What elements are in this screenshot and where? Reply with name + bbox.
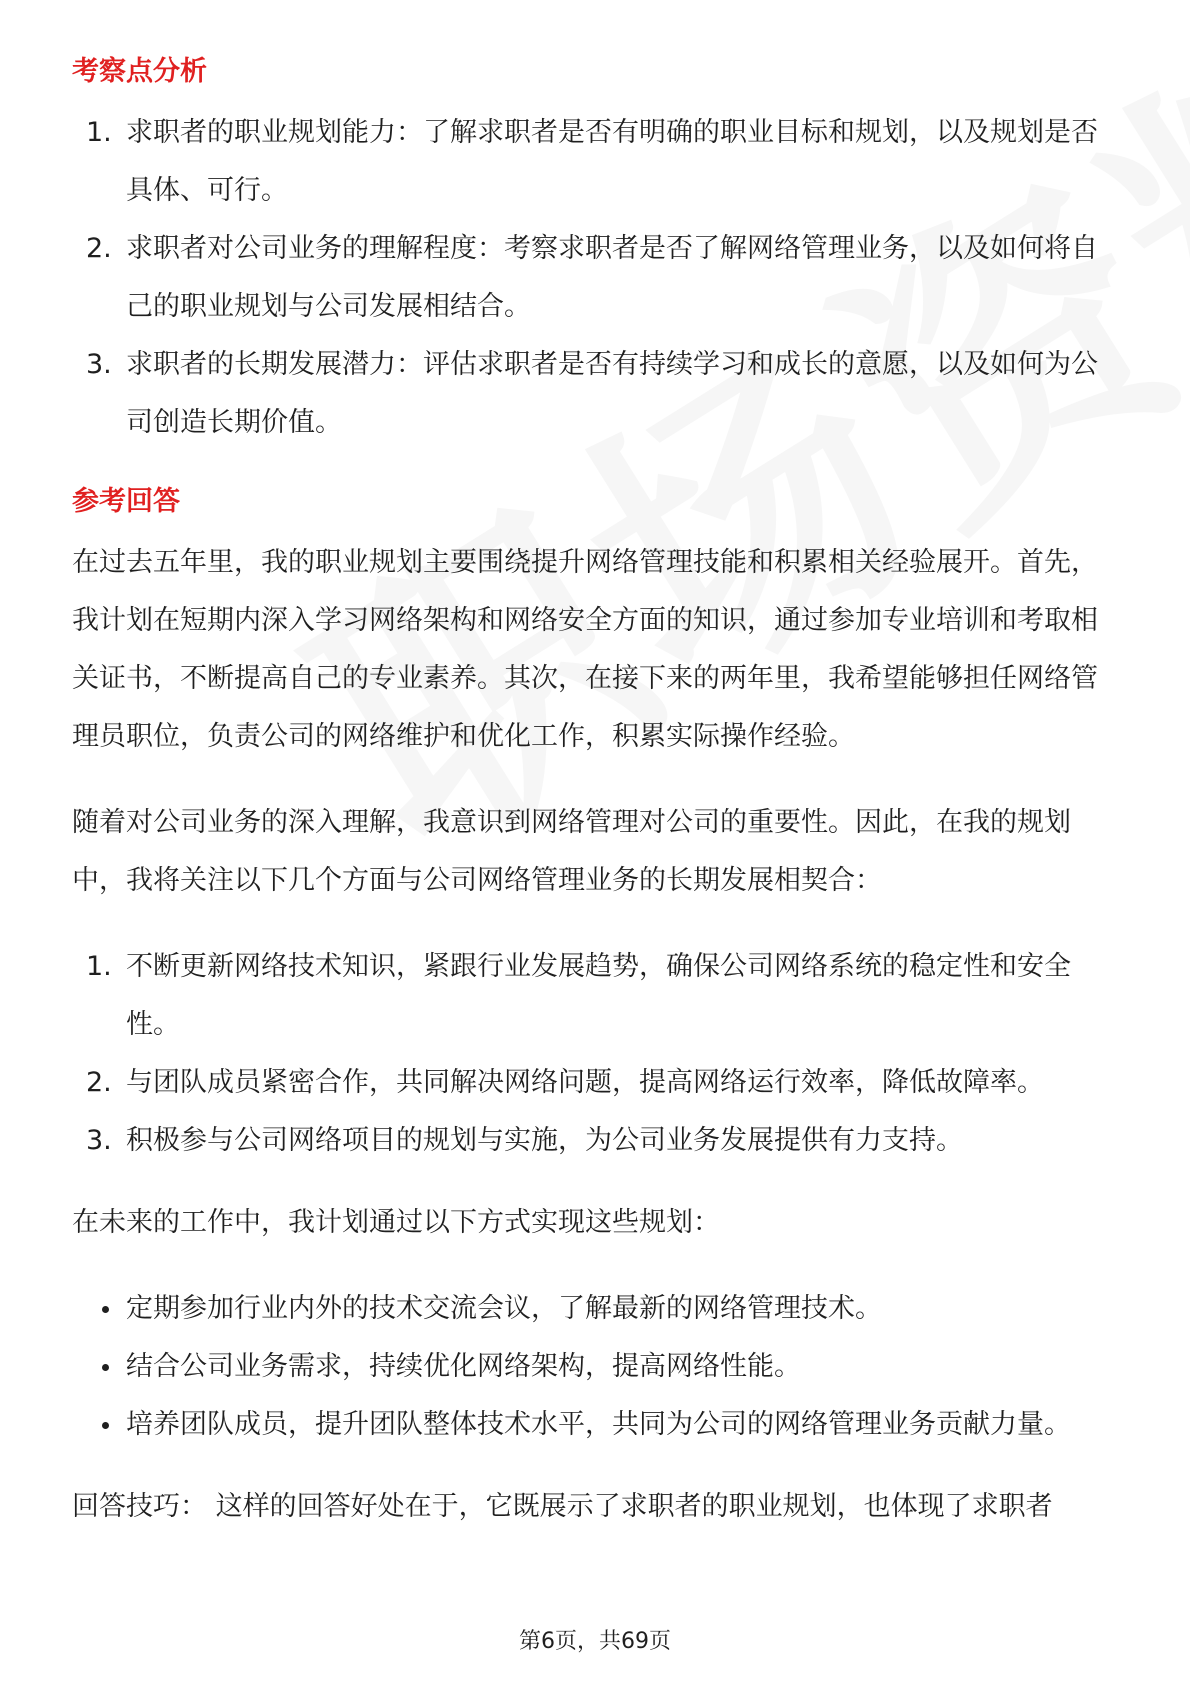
list-item-text: 与团队成员紧密合作，共同解决网络问题，提高网络运行效率，降低故障率。 — [126, 1067, 1044, 1098]
tip-text: 这样的回答好处在于，它既展示了求职者的职业规划，也体现了求职者 — [215, 1491, 1053, 1522]
page-indicator: 第6页，共69页 — [519, 1629, 671, 1654]
bullet-icon — [102, 1422, 109, 1429]
list-item-text: 求职者对公司业务的理解程度：考察求职者是否了解网络管理业务，以及如何将自己的职业规划与公司发展相结合。 — [126, 233, 1098, 322]
analysis-heading: 考察点分析 — [72, 56, 207, 87]
bullet-icon — [102, 1306, 109, 1313]
list-item-text: 结合公司业务需求，持续优化网络架构，提高网络性能。 — [126, 1351, 801, 1382]
list-item-text: 不断更新网络技术知识，紧跟行业发展趋势，确保公司网络系统的稳定性和安全性。 — [126, 951, 1071, 1040]
answer-heading: 参考回答 — [72, 486, 180, 517]
list-item — [72, 1338, 1122, 1396]
answer-paragraph: 在过去五年里，我的职业规划主要围绕提升网络管理技能和积累相关经验展开。首先，我计划在短期内深入学习网络架构和网络安全方面的知识，通过参加专业培训和考取相关证书，不断提高自己的专业素养。其次，在接下来的两年里，我希望能够担任网络管理员职位，负责公司的网络维护和优化工作，积累实际操作经验。 — [72, 547, 1098, 752]
list-number: 1. — [86, 117, 112, 148]
answer-paragraph: 在未来的工作中，我计划通过以下方式实现这些规划： — [72, 1207, 720, 1238]
focus-list — [72, 938, 1122, 1170]
list-item — [72, 938, 1122, 1054]
document-body — [72, 46, 1122, 1536]
list-item-text: 求职者的长期发展潜力：评估求职者是否有持续学习和成长的意愿，以及如何为公司创造长期价值。 — [126, 349, 1098, 438]
list-item — [72, 336, 1122, 452]
method-list — [72, 1280, 1122, 1454]
list-number: 2. — [86, 1067, 112, 1098]
list-item — [72, 1054, 1122, 1112]
answer-paragraph: 随着对公司业务的深入理解，我意识到网络管理对公司的重要性。因此，在我的规划中，我将关注以下几个方面与公司网络管理业务的长期发展相契合： — [72, 807, 1071, 896]
list-number: 1. — [86, 951, 112, 982]
analysis-list — [72, 104, 1122, 452]
list-item-text: 求职者的职业规划能力：了解求职者是否有明确的职业目标和规划，以及规划是否具体、可行。 — [126, 117, 1098, 206]
list-item-text: 定期参加行业内外的技术交流会议，了解最新的网络管理技术。 — [126, 1293, 882, 1324]
answer-tip — [72, 1478, 1122, 1536]
list-item — [72, 1280, 1122, 1338]
list-item — [72, 104, 1122, 220]
list-number: 2. — [86, 233, 112, 264]
list-item — [72, 1396, 1122, 1454]
list-item-text: 培养团队成员，提升团队整体技术水平，共同为公司的网络管理业务贡献力量。 — [126, 1409, 1071, 1440]
list-number: 3. — [86, 349, 112, 380]
bullet-icon — [102, 1364, 109, 1371]
list-item-text: 积极参与公司网络项目的规划与实施，为公司业务发展提供有力支持。 — [126, 1125, 963, 1156]
tip-label: 回答技巧： — [72, 1491, 207, 1522]
list-item — [72, 1112, 1122, 1170]
list-number: 3. — [86, 1125, 112, 1156]
list-item — [72, 220, 1122, 336]
